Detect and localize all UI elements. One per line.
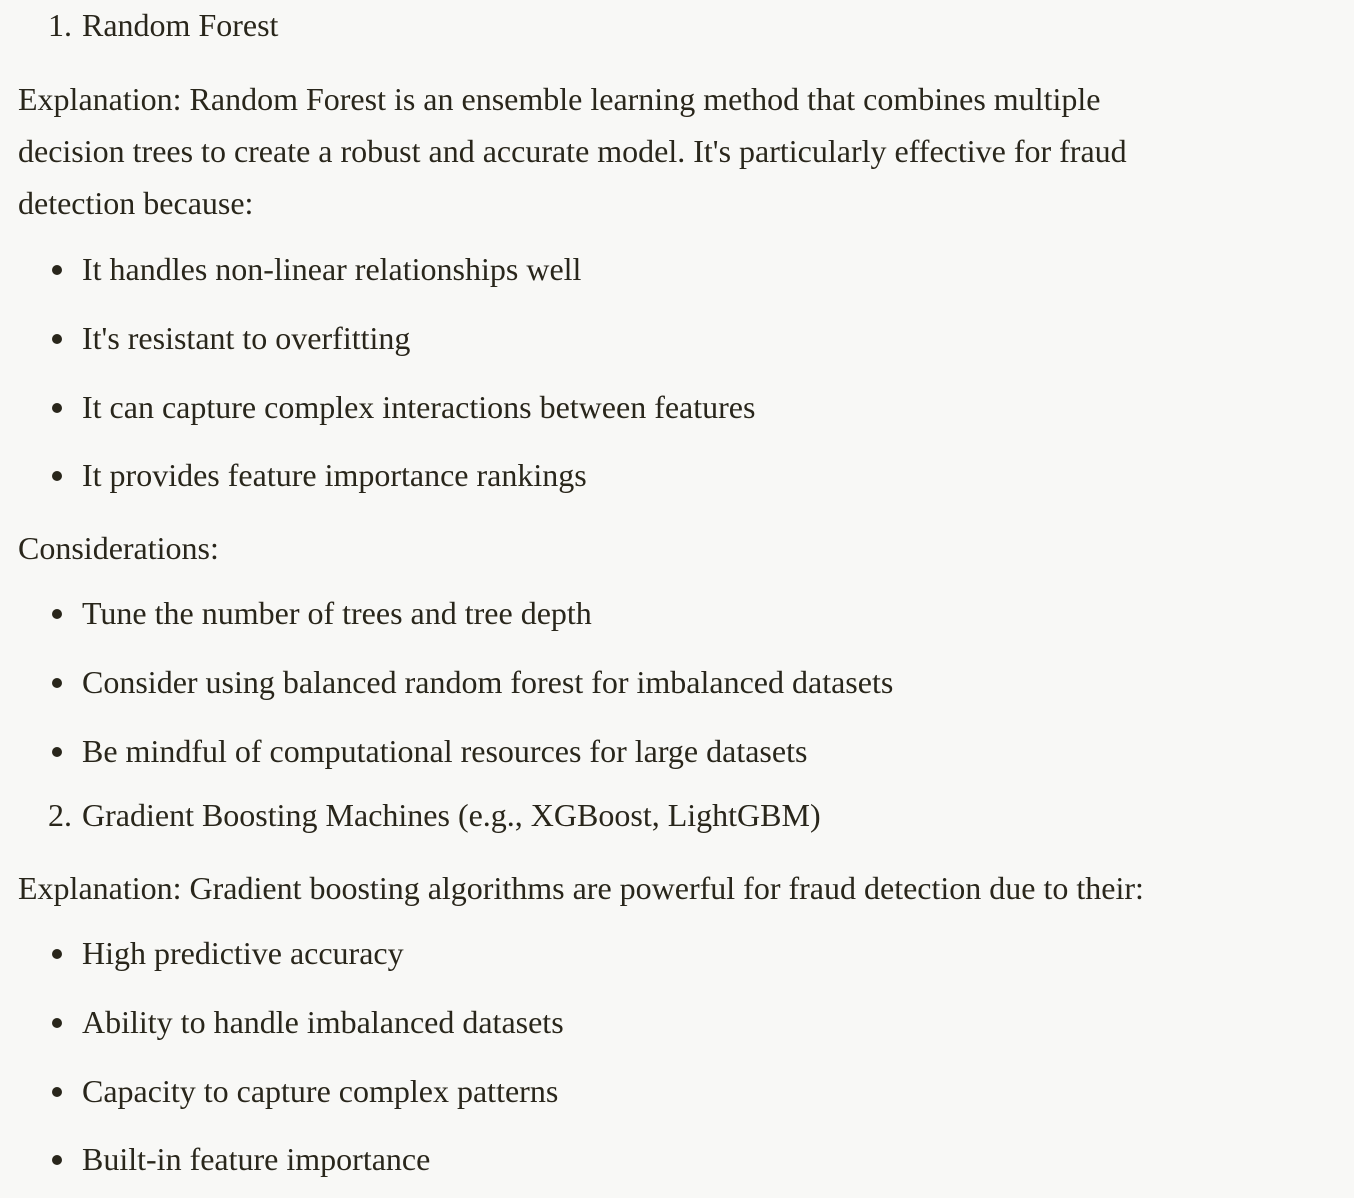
bullet-icon: [52, 1155, 62, 1165]
section-title: Random Forest: [82, 7, 279, 43]
bullet-item: [82, 318, 410, 358]
section-title: Gradient Boosting Machines (e.g., XGBoost, LightGBM): [82, 797, 821, 833]
bullet-item: [82, 1139, 430, 1179]
bullet-icon: [52, 609, 62, 619]
bullet-icon: [52, 1087, 62, 1097]
bullet-text: Built-in feature importance: [82, 1141, 431, 1177]
explanation-line: detection because:: [18, 185, 254, 221]
bullet-item: [82, 662, 893, 702]
bullet-icon: [52, 403, 62, 413]
bullet-item: [82, 387, 755, 427]
explanation-line: Explanation: Gradient boosting algorithms are powerful for fraud detection due to their:: [18, 870, 1144, 906]
bullet-text: High predictive accuracy: [82, 935, 404, 971]
bullet-item: [82, 1002, 564, 1042]
bullet-text: Consider using balanced random forest for imbalanced datasets: [82, 664, 894, 700]
bullet-text: Capacity to capture complex patterns: [82, 1073, 559, 1109]
list-item-random-forest: [48, 5, 278, 45]
bullet-item: [82, 1071, 558, 1111]
bullet-item: [82, 593, 592, 633]
list-number: 2.: [48, 797, 72, 833]
bullet-icon: [52, 1018, 62, 1028]
list-number: 1.: [48, 7, 72, 43]
bullet-text: It provides feature importance rankings: [82, 457, 587, 493]
explanation-line: decision trees to create a robust and accurate model. It's particularly effective for fraud: [18, 133, 1127, 169]
bullet-text: Ability to handle imbalanced datasets: [82, 1004, 564, 1040]
bullet-text: It can capture complex interactions between features: [82, 389, 756, 425]
bullet-text: Be mindful of computational resources for large datasets: [82, 733, 808, 769]
explanation-line: Explanation: Random Forest is an ensemble learning method that combines multiple: [18, 81, 1101, 117]
bullet-item: [82, 455, 587, 495]
bullet-icon: [52, 265, 62, 275]
bullet-text: Tune the number of trees and tree depth: [82, 595, 592, 631]
bullet-item: [82, 249, 581, 289]
bullet-item: [82, 731, 807, 771]
list-item-gradient-boosting: [48, 795, 821, 835]
bullet-icon: [52, 334, 62, 344]
considerations-label: Considerations:: [18, 530, 219, 566]
bullet-icon: [52, 471, 62, 481]
bullet-icon: [52, 678, 62, 688]
bullet-item: [82, 933, 404, 973]
bullet-text: It handles non-linear relationships well: [82, 251, 582, 287]
bullet-text: It's resistant to overfitting: [82, 320, 411, 356]
bullet-icon: [52, 949, 62, 959]
bullet-icon: [52, 747, 62, 757]
